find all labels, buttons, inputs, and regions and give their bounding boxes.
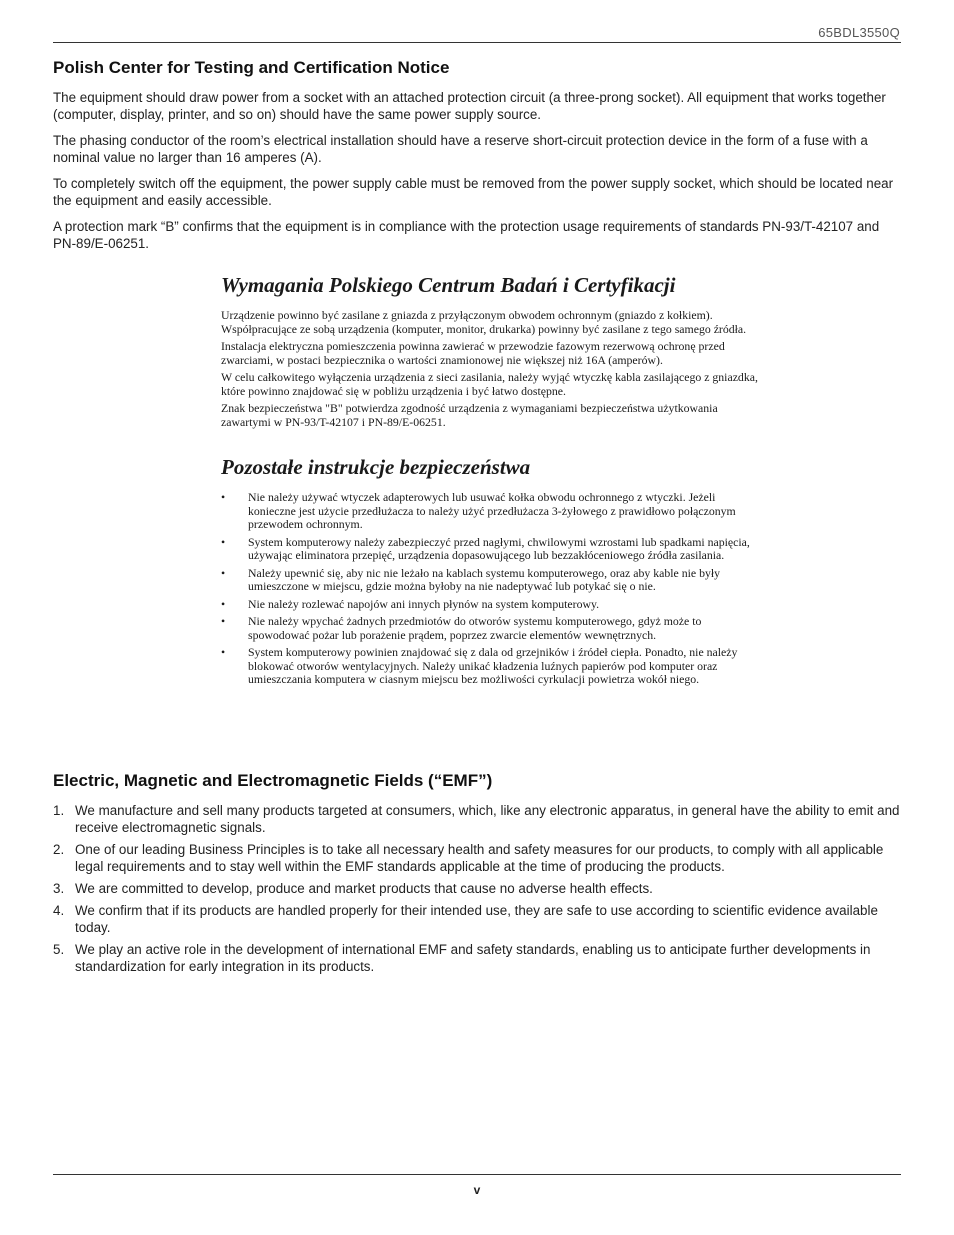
section-heading-emf: Electric, Magnetic and Electromagnetic Fields (“EMF”) bbox=[53, 771, 493, 790]
scan-bullet-text: System komputerowy należy zabezpieczyć przed nagłymi, chwilowymi wzrostami lub spadkami napięcia, używając eliminatora przepięć, urządzenia dopasowującego lub bezzakłóceniowego źródła zasilania. bbox=[248, 534, 750, 562]
scan-title-requirements: Wymagania Polskiego Centrum Badań i Certyfikacji bbox=[221, 273, 676, 297]
bullet-icon: • bbox=[221, 596, 226, 611]
bullet-icon: • bbox=[221, 614, 226, 628]
footer-divider bbox=[53, 1174, 901, 1175]
scan-paragraph: Znak bezpieczeństwa "B" potwierdza zgodność urządzenia z wymaganiami bezpieczeństwa użytkowania zawartymi w PN-93/T-42107 i PN-89/E-06251. bbox=[221, 401, 718, 429]
emf-item-text: We manufacture and sell many products targeted at consumers, which, like any electronic apparatus, in general have the ability to emit and receive electromagnetic signals. bbox=[75, 803, 900, 835]
list-number: 3. bbox=[53, 881, 65, 896]
section-heading-polish: Polish Center for Testing and Certification Notice bbox=[53, 58, 450, 77]
scan-bullet-item bbox=[221, 567, 761, 594]
emf-item-text: We are committed to develop, produce and market products that cause no adverse health effects. bbox=[75, 881, 653, 896]
scanned-polish-notice bbox=[221, 273, 761, 741]
list-number: 2. bbox=[53, 842, 65, 857]
emf-list-item bbox=[53, 941, 901, 975]
polish-paragraph: The phasing conductor of the room’s electrical installation should have a reserve short-circuit protection device in the form of a fuse with a nominal value no larger than 16 amperes (A). bbox=[53, 133, 868, 165]
emf-item-text: One of our leading Business Principles is to take all necessary health and safety measures for our products, to comply with all applicable legal requirements and to stay well within the EMF standards applicable at the time of producing the products. bbox=[75, 842, 884, 874]
emf-list bbox=[53, 802, 901, 975]
scan-paragraph: Urządzenie powinno być zasilane z gniazda z przyłączonym obwodem ochronnym (gniazdo z kołkiem). Współpracujące ze sobą urządzenia (komputer, monitor, drukarka) powinny być zasilane z tego samego źródła. bbox=[221, 308, 747, 336]
page-content bbox=[53, 58, 901, 980]
scan-paragraph: W celu całkowitego wyłączenia urządzenia z sieci zasilania, należy wyjąć wtyczkę kabla zasilającego z gniazdka, które powinno znajdować się w pobliżu urządzenia i być łatwo dostępne. bbox=[221, 370, 758, 398]
polish-paragraph: A protection mark “B” confirms that the equipment is in compliance with the protection usage requirements of standards PN-93/T-42107 and PN-89/E-06251. bbox=[53, 219, 880, 251]
emf-item-text: We confirm that if its products are handled properly for their intended use, they are safe to use according to scientific evidence available today. bbox=[75, 903, 878, 935]
emf-item-text: We play an active role in the development of international EMF and safety standards, enabling us to anticipate further developments in standardization for early integration in its products. bbox=[75, 942, 871, 974]
header-divider bbox=[53, 42, 901, 43]
emf-list-item bbox=[53, 802, 901, 836]
scan-bullet-text: Nie należy używać wtyczek adapterowych lub usuwać kołka obwodu ochronnego z wtyczki. Jeżeli konieczne jest użycie przedłużacza to należy użyć przedłużacza 3-żyłowego z prawidłowo połączonym przewodem ochronnym. bbox=[248, 490, 736, 531]
emf-list-item bbox=[53, 902, 901, 936]
scan-bullet-text: Należy upewnić się, aby nic nie leżało na kablach systemu komputerowego, oraz aby kable nie były umieszczone w miejscu, gdzie można byłoby na nie nadeptywać lub potykać się o nie. bbox=[248, 565, 721, 593]
scan-bullet-text: Nie należy rozlewać napojów ani innych płynów na system komputerowy. bbox=[248, 596, 600, 611]
bullet-icon: • bbox=[221, 534, 226, 549]
scan-bullet-text: System komputerowy powinien znajdować się z dala od grzejników i źródeł ciepła. Ponadto, nie należy blokować otworów wentylacyjnych. Należy unikać kładzenia luźnych papierów pod komputer oraz umieszczania komputera w ciasnym miejscu bez możliwości cyrkulacji powietrza wokół niego. bbox=[248, 645, 738, 686]
list-number: 5. bbox=[53, 942, 65, 957]
bullet-icon: • bbox=[221, 490, 226, 504]
list-number: 4. bbox=[53, 903, 65, 918]
scan-bullet-item bbox=[221, 598, 761, 612]
scan-bullet-list bbox=[221, 491, 761, 687]
polish-paragraph: The equipment should draw power from a socket with an attached protection circuit (a three-prong socket). All equipment that works together (computer, display, printer, and so on) should have the same power supply source. bbox=[53, 90, 886, 122]
emf-list-item bbox=[53, 880, 901, 897]
page-number: v bbox=[473, 1183, 481, 1197]
scan-bullet-text: Nie należy wpychać żadnych przedmiotów do otworów systemu komputerowego, gdyż może to spowodować pożar lub porażenie prądem, poprzez zwarcie elementów wewnętrznych. bbox=[248, 614, 702, 642]
model-number: 65BDL3550Q bbox=[818, 25, 900, 40]
emf-list-item bbox=[53, 841, 901, 875]
scan-bullet-item bbox=[221, 615, 761, 642]
polish-paragraph: To completely switch off the equipment, the power supply cable must be removed from the power supply socket, which should be located near the equipment and easily accessible. bbox=[53, 176, 894, 208]
list-number: 1. bbox=[53, 803, 65, 818]
bullet-icon: • bbox=[221, 565, 226, 580]
scan-paragraph: Instalacja elektryczna pomieszczenia powinna zawierać w przewodzie fazowym rezerwową ochronę przed zwarciami, w postaci bezpiecznika o wartości znamionowej nie większej niż 16A (amperów). bbox=[221, 339, 725, 367]
bullet-icon: • bbox=[221, 645, 226, 659]
scan-bullet-item bbox=[221, 536, 761, 563]
scan-bullet-item bbox=[221, 646, 761, 687]
scan-bullet-item bbox=[221, 491, 761, 532]
scan-title-other-instructions: Pozostałe instrukcje bezpieczeństwa bbox=[221, 455, 531, 479]
